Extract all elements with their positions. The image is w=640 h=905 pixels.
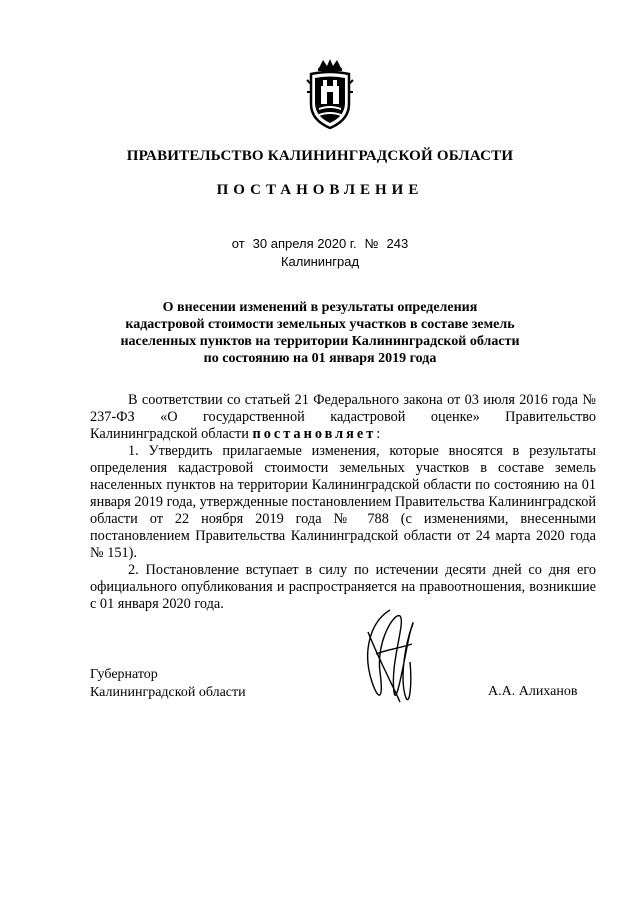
item-2-paragraph: 2. Постановление вступает в силу по истечении десяти дней со дня его официального опубликования и распространяется на правоотношения, возникшие с 01 января 2020 года. [90,562,596,612]
date-number-line [0,236,640,251]
number-sign: № [364,236,379,251]
document-date: 30 апреля 2020 г. [252,236,357,251]
signer-region: Калининградской области [90,685,246,700]
document-title [0,299,640,367]
preamble-paragraph [90,392,596,443]
organization-name: ПРАВИТЕЛЬСТВО КАЛИНИНГРАДСКОЙ ОБЛАСТИ [126,148,514,164]
title-line: О внесении изменений в результаты определения [162,300,478,315]
title-line: по состоянию на 01 января 2019 года [203,351,437,366]
preamble-text: В соответствии со статьей 21 Федерального закона от 03 июля 2016 года № 237-ФЗ «О государственной кадастровой оценке» Правительство Калининградской области [90,392,596,442]
document-body [90,392,596,613]
document-city: Калининград [280,254,360,269]
signer-name: А.А. Алиханов [488,684,578,699]
preamble-end: : [376,426,381,442]
item-1-paragraph: 1. Утвердить прилагаемые изменения, которые вносятся в результаты определения кадастровой стоимости земельных участков в составе земель населенных пунктов на территории Калининградской области по состоянию на 01 января 2019 года, утвержденные постановлением Правительства Калининградской области от 22 ноября 2019 года № 788 (с изменениями, внесенными постановлением Правительства Калининградской области от 24 марта 2020 года № 151). [90,443,596,561]
title-line: кадастровой стоимости земельных участков в составе земель [125,317,515,332]
decree-word: постановляет [252,426,377,442]
coat-of-arms-icon [305,58,355,130]
date-prefix: от [231,236,245,251]
handwritten-signature-icon [350,602,430,712]
document-type: ПОСТАНОВЛЕНИЕ [216,182,424,198]
document-number: 243 [386,236,409,251]
title-line: населенных пунктов на территории Калининградской области [120,334,520,349]
signer-title [90,666,246,702]
signer-position: Губернатор [90,667,158,682]
